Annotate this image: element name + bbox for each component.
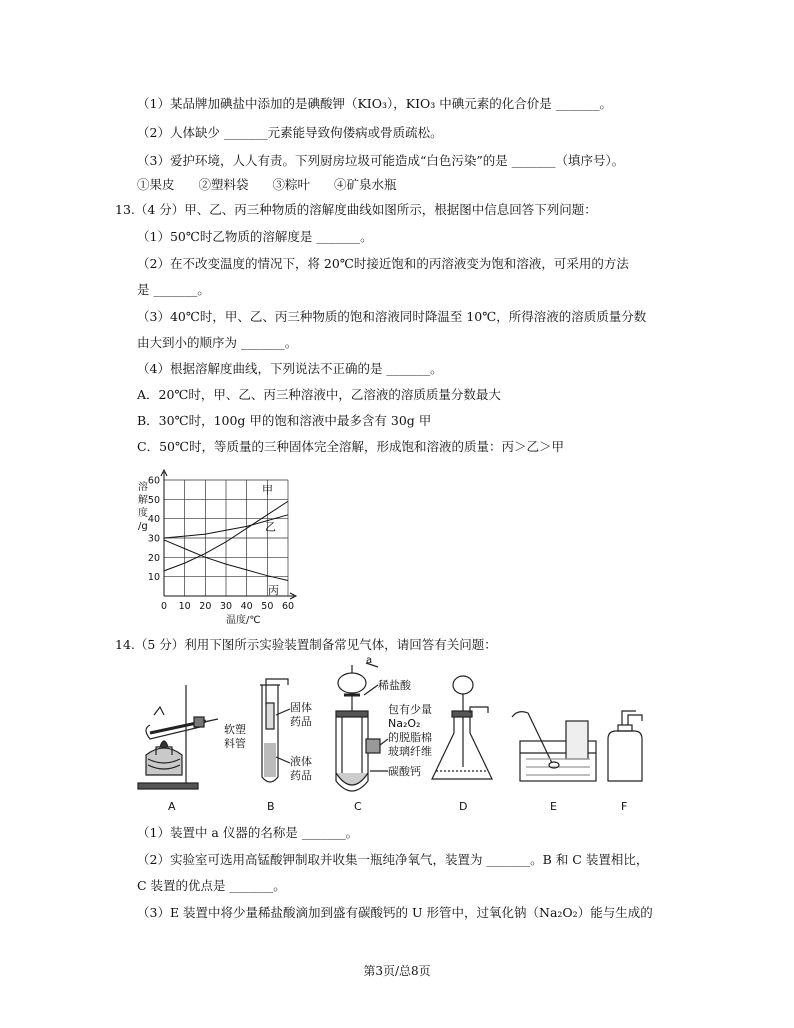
- apparatus-d: [432, 676, 492, 779]
- y-axis-label: 溶: [138, 482, 148, 493]
- label-liquid-1: 液体: [290, 755, 312, 768]
- q12-part3: （3）爱护环境，人人有责。下列厨房垃圾可能造成“白色污染”的是 _______（填序号）。: [137, 153, 625, 168]
- apparatus-f: [608, 711, 642, 781]
- series-name-label: 乙: [265, 520, 276, 534]
- label-cotton-1: 包有少量: [388, 703, 432, 716]
- q13-part4: （4）根据溶解度曲线，下列说法不正确的是 _______。: [137, 361, 443, 376]
- x-tick-label: 20: [199, 601, 212, 612]
- q12-part2: （2）人体缺少 _______元素能导致佝偻病或骨质疏松。: [137, 125, 443, 140]
- y-axis-label: /g: [138, 521, 148, 532]
- y-tick-label: 20: [147, 552, 160, 564]
- y-tick-label: 30: [147, 533, 160, 545]
- q14-part1: （1）装置中 a 仪器的名称是 _______。: [137, 825, 359, 840]
- apparatus-e: [512, 712, 596, 781]
- label-caco3: 碳酸钙: [388, 765, 421, 778]
- x-tick-label: 30: [219, 601, 233, 612]
- y-tick-label: 10: [147, 572, 160, 584]
- apparatus-a: [138, 685, 218, 789]
- x-tick-label: 40: [240, 601, 253, 612]
- y-axis-label: 解: [138, 495, 148, 506]
- label-solid-1: 固体: [290, 701, 312, 714]
- solubility-chart: [130, 468, 300, 626]
- label-apparatus-f: F: [621, 800, 628, 813]
- q13-part1: （1）50℃时乙物质的溶解度是 _______。: [137, 229, 373, 244]
- q12-option-4: ④矿泉水瓶: [334, 177, 397, 192]
- x-tick-label: 10: [178, 601, 191, 612]
- label-soft-tube-1: 软塑: [224, 723, 246, 736]
- label-a: a: [366, 655, 373, 666]
- q13-part3b: 由大到小的顺序为 _______。: [137, 335, 298, 350]
- label-cotton-2: Na₂O₂: [388, 717, 421, 730]
- y-tick-label: 60: [147, 475, 160, 487]
- q14-part3: （3）E 装置中将少量稀盐酸滴加到盛有碳酸钙的 U 形管中，过氧化钠（Na₂O₂）能与生成的: [137, 905, 653, 920]
- label-apparatus-b: B: [267, 800, 275, 813]
- q14-part2b: C 装置的优点是 _______。: [137, 878, 286, 893]
- q13-part3a: （3）40℃时，甲、乙、丙三种物质的饱和溶液同时降温至 10℃，所得溶液的溶质质量分数: [137, 309, 647, 324]
- q14-part2a: （2）实验室可选用高锰酸钾制取并收集一瓶纯净氧气，装置为 _______。B 和 C 装置相比，: [137, 852, 649, 867]
- q13-part2a: （2）在不改变温度的情况下，将 20℃时接近饱和的丙溶液变为饱和溶液，可采用的方法: [137, 256, 629, 271]
- q12-option-2: ②塑料袋: [198, 177, 249, 192]
- q12-options: [137, 176, 417, 194]
- page-footer: 第3页/总8页: [363, 964, 431, 978]
- q13-stem: 13.（4 分）甲、乙、丙三种物质的溶解度曲线如图所示，根据图中信息回答下列问题：: [115, 202, 597, 217]
- label-apparatus-d: D: [459, 800, 468, 813]
- q12-option-3: ③粽叶: [272, 177, 311, 192]
- x-tick-label: 0: [160, 601, 168, 612]
- x-tick-label: 60: [281, 601, 295, 612]
- label-solid-2: 药品: [290, 715, 312, 728]
- q13-part2b: 是 _______。: [137, 282, 210, 297]
- q14-stem: 14.（5 分）利用下图所示实验装置制备常见气体，请回答有关问题：: [115, 637, 497, 652]
- q13-option-c: C．50℃时，等质量的三种固体完全溶解，形成饱和溶液的质量：丙＞乙＞甲: [137, 439, 564, 454]
- label-fiber: 玻璃纤维: [388, 745, 432, 758]
- apparatus-b: [260, 679, 290, 782]
- y-tick-label: 50: [147, 494, 160, 506]
- series-name-label: 丙: [268, 584, 279, 598]
- q13-option-a: A．20℃时，甲、乙、丙三种溶液中，乙溶液的溶质质量分数最大: [137, 387, 501, 402]
- label-cotton-3: 的脱脂棉: [388, 731, 432, 744]
- q12-option-1: ①果皮: [137, 177, 175, 192]
- label-acid: 稀盐酸: [378, 679, 411, 692]
- label-soft-tube-2: 料管: [224, 737, 246, 750]
- label-apparatus-e: E: [550, 800, 557, 813]
- x-tick-label: 50: [261, 601, 274, 612]
- y-axis-label: 度: [138, 508, 148, 519]
- q13-option-b: B．30℃时，100g 甲的饱和溶液中最多含有 30g 甲: [137, 413, 432, 428]
- chart-labels: [138, 476, 294, 627]
- chart-axes: [161, 470, 296, 599]
- label-apparatus-c: C: [354, 800, 362, 813]
- y-tick-label: 40: [147, 514, 160, 526]
- label-apparatus-a: A: [168, 800, 176, 813]
- chart-grid: [164, 480, 288, 596]
- x-axis-label: 温度/℃: [226, 615, 261, 626]
- series-name-label: 甲: [262, 483, 273, 497]
- label-liquid-2: 药品: [290, 769, 312, 782]
- apparatus-figure: [130, 655, 670, 820]
- q12-part1: （1）某品牌加碘盐中添加的是碘酸钾（KIO₃），KIO₃ 中碘元素的化合价是 _______。: [137, 96, 612, 111]
